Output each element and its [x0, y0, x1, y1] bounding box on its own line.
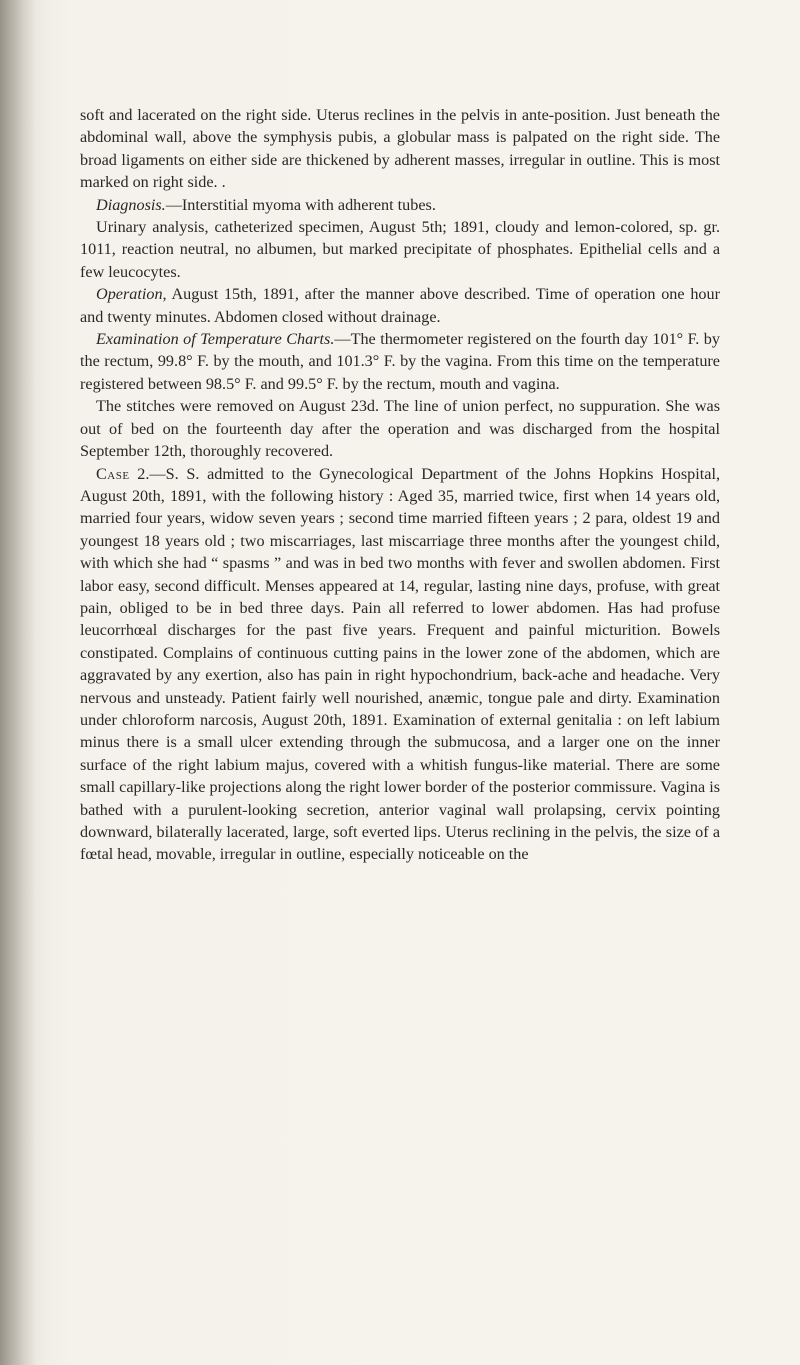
diagnosis-text: —Interstitial myoma with adherent tubes.	[165, 195, 436, 214]
paragraph-diagnosis	[80, 194, 720, 216]
paragraph-operation	[80, 283, 720, 328]
operation-text: August 15th, 1891, after the manner above described. Time of operation one hour and twenty minutes. Abdomen closed without drainage.	[80, 285, 720, 326]
case-text: 2.—S. S. admitted to the Gynecological Department of the Johns Hopkins Hospital, August 20th, 1891, with the following history : Aged 35, married twice, first when 14 years old, married four years, widow seven years ; second time married fifteen years ; 2 para, oldest 19 and youngest 18 years old ; two miscarriages, last miscarriage three months after the youngest child, with which she had “ spasms ” and was in bed two months with fever and swollen abdomen. First labor easy, second difficult. Menses appeared at 14, regular, lasting nine days, profuse, with great pain, obliged to be in bed three days. Pain all referred to lower abdomen. Has had profuse leucorrhœal discharges for the past five years. Frequent and painful micturition. Bowels constipated. Complains of continuous cutting pains in the lower zone of the abdomen, which are aggravated by any exertion, also has pain in right hypochondrium, back-ache and headache. Very nervous and unsteady. Patient fairly well nourished, anæmic, tongue pale and dirty. Examination under chloroform narcosis, August 20th, 1891. Examination of external genitalia : on left labium minus there is a small ulcer extending through the submucosa, and a larger one on the inner surface of the right labium majus, covered with a whitish fungus-like material. There are some small capillary-like projections along the right lower border of the posterior commissure. Vagina is bathed with a purulent-looking secretion, anterior vaginal wall prolapsing, cervix pointing downward, bilaterally lacerated, large, soft everted lips. Uterus reclining in the pelvis, the size of a fœtal head, movable, irregular in outline, especially noticeable on the	[80, 464, 720, 864]
paragraph-urinary-analysis: Urinary analysis, catheterized specimen, August 5th; 1891, cloudy and lemon-colored, sp. gr. 1011, reaction neutral, no albumen, but marked precipitate of phosphates. Epithelial cells and a few leucocytes.	[80, 218, 720, 281]
binding-gutter-shadow	[0, 0, 36, 1365]
paragraph-continuation: soft and lacerated on the right side. Uterus reclines in the pelvis in ante-position. Just beneath the abdominal wall, above the symphysis pubis, a globular mass is palpated on the right side. The broad ligaments on either side are thickened by adherent masses, irregular in outline. This is most marked on right side. .	[80, 106, 720, 192]
body-text	[80, 104, 720, 866]
operation-heading: Operation,	[96, 285, 167, 304]
paragraph-case-2	[80, 463, 720, 866]
diagnosis-heading: Diagnosis.	[96, 195, 166, 214]
temperature-heading: Examination of Temperature Charts.	[96, 330, 335, 349]
paragraph-stitches: The stitches were removed on August 23d. The line of union perfect, no suppuration. She was out of bed on the fourteenth day after the operation and was discharged from the hospital September 12th, thoroughly recovered.	[80, 397, 720, 461]
paragraph-temperature-charts	[80, 328, 720, 395]
case-heading: Case	[96, 464, 130, 483]
temperature-text: —The thermometer registered on the fourth day 101° F. by the rectum, 99.8° F. by the mouth, and 101.3° F. by the vagina. From this time on the temperature registered between 98.5° F. and 99.5° F. by the rectum, mouth and vagina.	[80, 330, 720, 393]
